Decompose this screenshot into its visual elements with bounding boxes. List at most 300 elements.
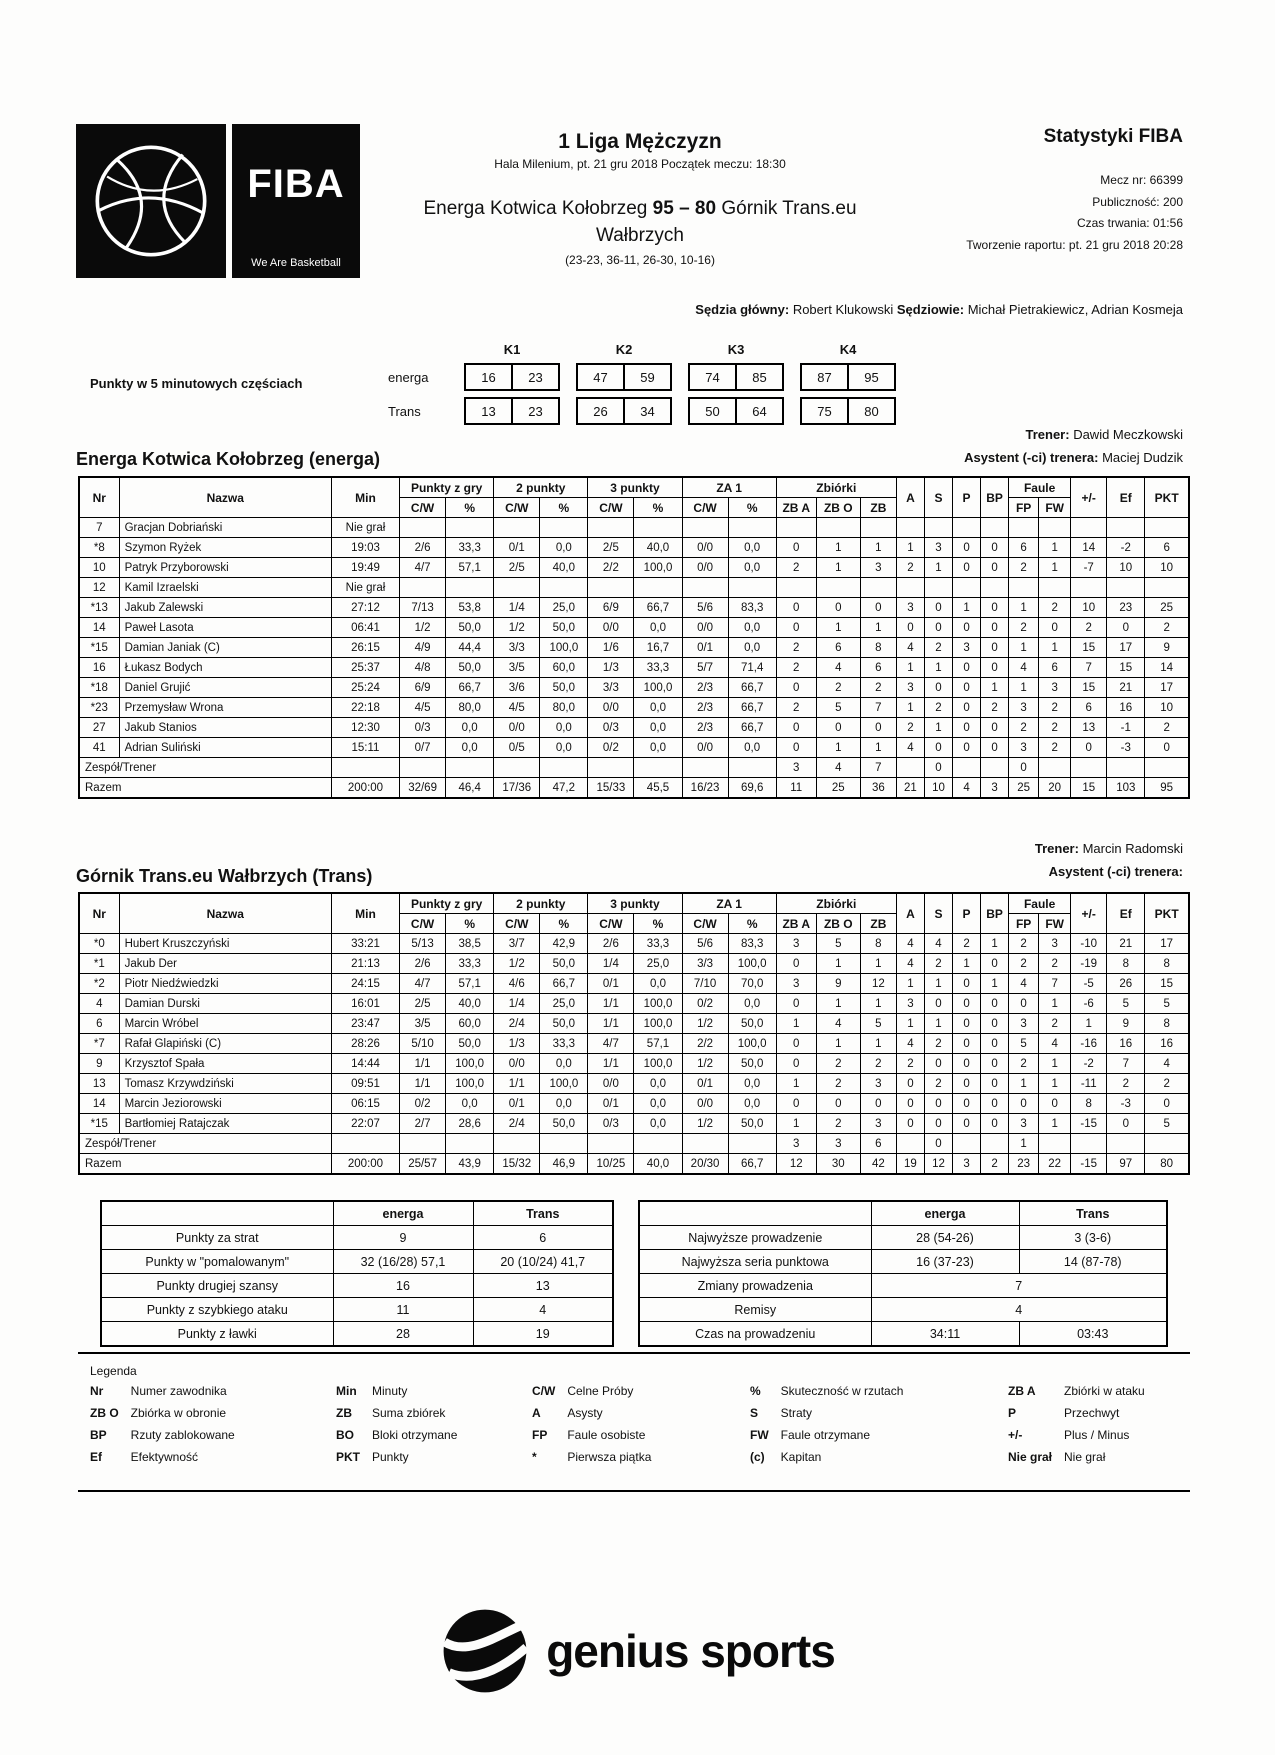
fiba-logo <box>76 124 360 278</box>
stat-cell <box>1107 578 1145 598</box>
stat-cell: 20/30 <box>682 1154 728 1175</box>
stat-cell: 50,0 <box>540 678 588 698</box>
summary-row <box>639 1274 1167 1298</box>
legend-column <box>750 1384 1008 1464</box>
quarter-score-value: 75 <box>817 403 832 419</box>
stat-cell: 69,6 <box>728 778 776 799</box>
col-header-energa: energa <box>871 1201 1019 1226</box>
stat-cell <box>981 578 1009 598</box>
stat-cell: 6 <box>816 638 860 658</box>
stat-cell: 24:15 <box>331 974 399 994</box>
legend-description: Straty <box>780 1406 812 1420</box>
stat-cell <box>953 578 981 598</box>
stat-cell: 1 <box>816 618 860 638</box>
table-header <box>79 477 1189 518</box>
summary-row <box>101 1226 613 1250</box>
stat-cell: 2 <box>924 638 952 658</box>
legend-description: Punkty <box>372 1450 409 1464</box>
stat-cell: 57,1 <box>446 558 494 578</box>
stat-cell: 1 <box>1009 1074 1039 1094</box>
stat-cell <box>1039 758 1071 778</box>
stat-cell: 12 <box>860 974 896 994</box>
stat-cell <box>924 578 952 598</box>
stat-cell <box>1071 518 1107 538</box>
row-label: Zespół/Trener <box>79 1134 331 1154</box>
stat-cell: 0 <box>1009 758 1039 778</box>
stat-cell: 5 <box>1145 1114 1189 1134</box>
stat-cell: 0 <box>1145 1094 1189 1114</box>
legend-description: Przechwyt <box>1064 1406 1120 1420</box>
quarter-score-value: 87 <box>817 369 832 385</box>
stat-cell: 1 <box>924 558 952 578</box>
stat-cell: 4 <box>1009 658 1039 678</box>
player-name: Przemysław Wrona <box>119 698 331 718</box>
col-header-fp: FP <box>1009 498 1039 518</box>
stat-cell: 0 <box>953 1014 981 1034</box>
summary-value-energa: 32 (16/28) 57,1 <box>333 1250 473 1274</box>
stat-cell: 16 <box>1107 1034 1145 1054</box>
player-row <box>79 718 1189 738</box>
stat-cell: 1 <box>816 1034 860 1054</box>
summary-value-trans: 6 <box>473 1226 613 1250</box>
stat-cell: 27:12 <box>331 598 399 618</box>
stat-cell <box>1009 578 1039 598</box>
col-header-zb: ZB <box>860 914 896 934</box>
stat-cell: 9 <box>1145 638 1189 658</box>
stat-cell: 10 <box>924 778 952 799</box>
stat-cell: 17 <box>1145 678 1189 698</box>
stat-cell <box>953 1134 981 1154</box>
stat-cell: 0 <box>860 718 896 738</box>
stat-cell: 0 <box>896 1094 924 1114</box>
stat-cell: 2 <box>816 1074 860 1094</box>
stat-cell: 1 <box>896 538 924 558</box>
stat-cell: 2 <box>981 1154 1009 1175</box>
stat-cell: 22 <box>1039 1154 1071 1175</box>
stat-cell: 3 <box>776 974 816 994</box>
col-header-fg: Punkty z gry <box>400 477 494 498</box>
stat-cell: 0,0 <box>634 718 682 738</box>
team2-heading: Górnik Trans.eu Wałbrzych (Trans) <box>76 866 373 886</box>
summary-value-trans: 20 (10/24) 41,7 <box>473 1250 613 1274</box>
stat-cell <box>1071 578 1107 598</box>
stat-cell: -15 <box>1071 1114 1107 1134</box>
col-header-plusminus: +/- <box>1071 477 1107 518</box>
assistant-label: Asystent (-ci) trenera: <box>1048 863 1183 879</box>
summary-row <box>639 1298 1167 1322</box>
stat-cell: 83,3 <box>728 934 776 954</box>
stat-cell: 2 <box>860 678 896 698</box>
stat-cell: 0/3 <box>400 718 446 738</box>
legend-columns <box>90 1384 1208 1464</box>
leads-summary-table <box>638 1200 1168 1347</box>
stat-cell: 1 <box>1039 538 1071 558</box>
stat-cell: 50,0 <box>728 1114 776 1134</box>
stat-cell <box>1107 758 1145 778</box>
row-label: Razem <box>79 1154 331 1175</box>
stat-cell: 5/13 <box>400 934 446 954</box>
final-score: 95 – 80 <box>652 198 717 219</box>
coach-line <box>1035 838 1183 861</box>
stat-cell: 2/7 <box>400 1114 446 1134</box>
stat-cell: 4/6 <box>494 974 540 994</box>
player-name: Marcin Jeziorowski <box>119 1094 331 1114</box>
stat-cell: 3 <box>860 1114 896 1134</box>
stat-cell <box>1107 1134 1145 1154</box>
stat-cell: 8 <box>1145 954 1189 974</box>
stat-cell: 1/2 <box>494 954 540 974</box>
col-header-assists: A <box>896 893 924 934</box>
stat-cell: 100,0 <box>634 558 682 578</box>
stat-cell: 0 <box>981 1094 1009 1114</box>
stat-cell: 0/3 <box>588 718 634 738</box>
stat-cell: 06:15 <box>331 1094 399 1114</box>
stat-cell: 2/6 <box>400 954 446 974</box>
legend-description: Zbiórka w obronie <box>130 1406 227 1420</box>
stat-cell: 0/0 <box>682 558 728 578</box>
legend-column <box>90 1384 336 1464</box>
stat-cell <box>981 1134 1009 1154</box>
col-header-min: Min <box>331 477 399 518</box>
stat-cell: 3 <box>1039 934 1071 954</box>
stat-cell: 15:11 <box>331 738 399 758</box>
player-row <box>79 994 1189 1014</box>
stat-cell: 0 <box>924 758 952 778</box>
stat-cell: -2 <box>1107 538 1145 558</box>
col-header-nr: Nr <box>79 893 119 934</box>
player-number: *2 <box>79 974 119 994</box>
stat-cell: 6 <box>860 658 896 678</box>
stat-cell: -2 <box>1071 1054 1107 1074</box>
quarter-score-value: 13 <box>481 403 496 419</box>
stat-cell <box>331 1134 399 1154</box>
stat-cell: 2 <box>896 1054 924 1074</box>
stat-cell: 1/2 <box>682 1054 728 1074</box>
stat-cell <box>728 758 776 778</box>
quarter-score-box <box>464 363 560 391</box>
stat-cell: 3 <box>1009 1114 1039 1134</box>
stat-cell: 16:01 <box>331 994 399 1014</box>
team2-stats-table <box>78 892 1190 1175</box>
col-header-zbo: ZB O <box>816 914 860 934</box>
col-header-pct: % <box>634 914 682 934</box>
stat-cell: 7/13 <box>400 598 446 618</box>
col-header-turnovers: S <box>924 893 952 934</box>
stat-cell: 32/69 <box>400 778 446 799</box>
stat-cell: 3 <box>776 934 816 954</box>
stat-cell: 1 <box>776 1114 816 1134</box>
stat-cell <box>896 758 924 778</box>
stat-cell: 80,0 <box>446 698 494 718</box>
stat-cell: 0 <box>776 738 816 758</box>
col-header-pct: % <box>540 498 588 518</box>
player-name: Patryk Przyborowski <box>119 558 331 578</box>
summary-row <box>639 1226 1167 1250</box>
player-name: Daniel Grujić <box>119 678 331 698</box>
summary-row <box>101 1322 613 1347</box>
stat-cell: 0,0 <box>634 1074 682 1094</box>
stat-cell: 0/1 <box>682 638 728 658</box>
stat-cell <box>588 578 634 598</box>
stat-cell: 0/1 <box>494 1094 540 1114</box>
player-name: Gracjan Dobriański <box>119 518 331 538</box>
coach-label: Trener: <box>1034 841 1079 856</box>
stat-cell <box>776 518 816 538</box>
stat-cell <box>682 518 728 538</box>
quarter-score-value: 23 <box>511 365 558 389</box>
stat-cell: 1/2 <box>682 1014 728 1034</box>
stat-cell: 4/8 <box>400 658 446 678</box>
stat-cell: 0,0 <box>634 618 682 638</box>
player-name: Jakub Zalewski <box>119 598 331 618</box>
quarter-score-value: 50 <box>705 403 720 419</box>
stat-cell: 7 <box>1039 974 1071 994</box>
stat-cell: 16,7 <box>634 638 682 658</box>
stat-cell: 4 <box>896 638 924 658</box>
stat-cell: 0,0 <box>634 1114 682 1134</box>
stat-cell <box>1039 578 1071 598</box>
stat-cell: 100,0 <box>540 1074 588 1094</box>
stat-cell: 2 <box>1009 718 1039 738</box>
legend-abbr: FP <box>532 1428 548 1442</box>
stat-cell: 4/7 <box>400 974 446 994</box>
legend-abbr: S <box>750 1406 759 1420</box>
stat-cell: 0/0 <box>682 538 728 558</box>
stat-cell: 1 <box>896 974 924 994</box>
stat-cell: 50,0 <box>540 1114 588 1134</box>
stat-cell: 28,6 <box>446 1114 494 1134</box>
stat-cell: 33,3 <box>446 954 494 974</box>
stat-cell: 2 <box>1009 934 1039 954</box>
player-number: 27 <box>79 718 119 738</box>
stat-cell: 3 <box>776 1134 816 1154</box>
stat-cell: 0 <box>1039 1094 1071 1114</box>
stat-cell: 15 <box>1071 778 1107 799</box>
legend-description: Asysty <box>567 1406 603 1420</box>
player-number: 14 <box>79 1094 119 1114</box>
stat-cell: 0,0 <box>634 974 682 994</box>
team1-stats-table <box>78 476 1190 799</box>
stat-cell: 1/3 <box>494 1034 540 1054</box>
stat-cell: 0 <box>981 638 1009 658</box>
stat-cell: 23:47 <box>331 1014 399 1034</box>
stat-cell <box>981 518 1009 538</box>
stat-cell: 1/1 <box>400 1074 446 1094</box>
stat-cell: 0,0 <box>634 1094 682 1114</box>
stat-cell: 2 <box>776 638 816 658</box>
stat-cell: 0,0 <box>446 1094 494 1114</box>
col-header-points: PKT <box>1145 893 1189 934</box>
summary-value-trans: 4 <box>473 1298 613 1322</box>
stat-cell: 100,0 <box>540 638 588 658</box>
stat-cell <box>1145 758 1189 778</box>
summary-value-trans: 13 <box>473 1274 613 1298</box>
stat-cell: 23 <box>1107 598 1145 618</box>
player-name: Paweł Lasota <box>119 618 331 638</box>
stat-cell: 1/2 <box>400 618 446 638</box>
player-name: Bartłomiej Ratajczak <box>119 1114 331 1134</box>
player-row <box>79 1034 1189 1054</box>
stat-cell: 4/5 <box>400 698 446 718</box>
stat-cell <box>1071 758 1107 778</box>
legend-description: Suma zbiórek <box>372 1406 446 1420</box>
total-row <box>79 1134 1189 1154</box>
period-header: K1 <box>503 342 521 357</box>
stat-cell: 0,0 <box>728 994 776 1014</box>
stat-cell: 16 <box>1107 698 1145 718</box>
stat-cell: 0 <box>953 698 981 718</box>
summary-shared-value: 4 <box>871 1298 1167 1322</box>
col-header-cw: C/W <box>682 914 728 934</box>
team2-coach-block <box>1035 838 1183 884</box>
legend-description: Zbiórki w ataku <box>1064 1384 1145 1398</box>
legend-abbr: ZB A <box>1008 1384 1036 1398</box>
stat-cell: 25,0 <box>540 598 588 618</box>
player-name: Damian Janiak (C) <box>119 638 331 658</box>
stat-cell: 2 <box>896 718 924 738</box>
stat-cell: 0,0 <box>728 1094 776 1114</box>
stat-cell: 80,0 <box>540 698 588 718</box>
stat-cell: 1 <box>1039 558 1071 578</box>
summary-value-energa: 11 <box>333 1298 473 1322</box>
stat-cell: 0 <box>924 1094 952 1114</box>
stat-cell: 4 <box>896 954 924 974</box>
stat-cell: 50,0 <box>446 1034 494 1054</box>
quarter-score-value: 80 <box>847 399 894 423</box>
player-number: 41 <box>79 738 119 758</box>
stat-cell: 1 <box>816 738 860 758</box>
quarter-score-value: 23 <box>511 399 558 423</box>
stat-cell <box>860 578 896 598</box>
stat-cell: 0 <box>953 718 981 738</box>
stat-cell: 19:49 <box>331 558 399 578</box>
stat-cell: 0 <box>953 678 981 698</box>
stat-cell: 2/2 <box>588 558 634 578</box>
legend-column <box>532 1384 750 1464</box>
stat-cell: 80 <box>1145 1154 1189 1175</box>
stat-cell: 5 <box>816 934 860 954</box>
player-number: *23 <box>79 698 119 718</box>
legend-description: Pierwsza piątka <box>567 1450 652 1464</box>
stat-cell: 1 <box>1039 1054 1071 1074</box>
stat-cell: -7 <box>1071 558 1107 578</box>
stat-cell: 4/7 <box>588 1034 634 1054</box>
stat-cell: 0,0 <box>540 1094 588 1114</box>
stat-cell: 2 <box>1039 698 1071 718</box>
player-number: 12 <box>79 578 119 598</box>
player-row <box>79 658 1189 678</box>
stat-cell: 0,0 <box>540 738 588 758</box>
player-name: Hubert Kruszczyński <box>119 934 331 954</box>
player-number: 13 <box>79 1074 119 1094</box>
stat-cell: 44,4 <box>446 638 494 658</box>
stat-cell: 1/1 <box>588 994 634 1014</box>
stat-cell: 21 <box>896 778 924 799</box>
stat-cell: 95 <box>1145 778 1189 799</box>
stat-cell: 19 <box>896 1154 924 1175</box>
stat-cell: 0/5 <box>494 738 540 758</box>
stat-cell: 0 <box>953 738 981 758</box>
stat-cell <box>494 578 540 598</box>
stat-cell: 0,0 <box>446 718 494 738</box>
legend-abbr: Nie grał <box>1008 1450 1053 1464</box>
stat-cell: 0 <box>776 1094 816 1114</box>
stat-cell: 38,5 <box>446 934 494 954</box>
col-header-name: Nazwa <box>119 477 331 518</box>
summary-value-energa: 9 <box>333 1226 473 1250</box>
stat-cell: 4 <box>896 738 924 758</box>
stat-cell: 3 <box>896 994 924 1014</box>
stat-cell: 4 <box>953 778 981 799</box>
stat-cell: 6 <box>860 1134 896 1154</box>
stat-cell: 0 <box>924 1114 952 1134</box>
stat-cell <box>446 518 494 538</box>
stat-cell: 3/3 <box>682 954 728 974</box>
stat-cell: 200:00 <box>331 778 399 799</box>
quarter-score-value: 16 <box>481 369 496 385</box>
col-header-fw: FW <box>1039 914 1071 934</box>
stat-cell: 1 <box>860 1034 896 1054</box>
stat-cell: 17 <box>1107 638 1145 658</box>
stat-cell <box>331 758 399 778</box>
stat-cell: 09:51 <box>331 1074 399 1094</box>
stat-cell: 11 <box>776 778 816 799</box>
stat-cell: 3 <box>860 558 896 578</box>
player-row <box>79 1054 1189 1074</box>
quarter-score-value: 26 <box>593 403 608 419</box>
quarter-score-box <box>688 397 784 425</box>
stat-cell: 0 <box>860 598 896 618</box>
stat-cell: 3 <box>1009 738 1039 758</box>
player-row <box>79 974 1189 994</box>
stat-cell: 100,0 <box>634 994 682 1014</box>
table-header <box>79 893 1189 934</box>
stat-cell: 4 <box>1145 1054 1189 1074</box>
report-created: Tworzenie raportu: pt. 21 gru 2018 20:28 <box>966 237 1183 252</box>
quarter-scores-section <box>90 342 896 425</box>
summary-row <box>101 1250 613 1274</box>
player-row <box>79 578 1189 598</box>
player-row <box>79 558 1189 578</box>
duration: Czas trwania: 01:56 <box>1076 216 1183 231</box>
stat-cell: 2 <box>776 658 816 678</box>
stat-cell: 45,5 <box>634 778 682 799</box>
stat-cell: 1 <box>816 994 860 1014</box>
col-header-pct: % <box>634 498 682 518</box>
stat-cell: 1 <box>981 974 1009 994</box>
stat-cell: 66,7 <box>728 718 776 738</box>
stat-cell: 1 <box>860 618 896 638</box>
summary-label: Czas na prowadzeniu <box>639 1322 871 1347</box>
stat-cell <box>1039 1134 1071 1154</box>
stat-cell: 0 <box>776 954 816 974</box>
stat-cell: 12 <box>776 1154 816 1175</box>
stat-cell: 3/3 <box>494 638 540 658</box>
stat-cell: 0,0 <box>728 738 776 758</box>
stat-cell: 1 <box>1009 678 1039 698</box>
stat-cell: 60,0 <box>540 658 588 678</box>
stat-cell: 3 <box>1039 678 1071 698</box>
stat-cell: 0 <box>953 994 981 1014</box>
stat-cell: 3/5 <box>400 1014 446 1034</box>
legend-description: Efektywność <box>130 1450 199 1464</box>
stat-cell: 50,0 <box>446 618 494 638</box>
stat-cell: 0 <box>776 1054 816 1074</box>
stat-cell: 1/2 <box>494 618 540 638</box>
stat-cell: 0 <box>1009 1094 1039 1114</box>
player-name: Damian Durski <box>119 994 331 1014</box>
stat-cell: 103 <box>1107 778 1145 799</box>
